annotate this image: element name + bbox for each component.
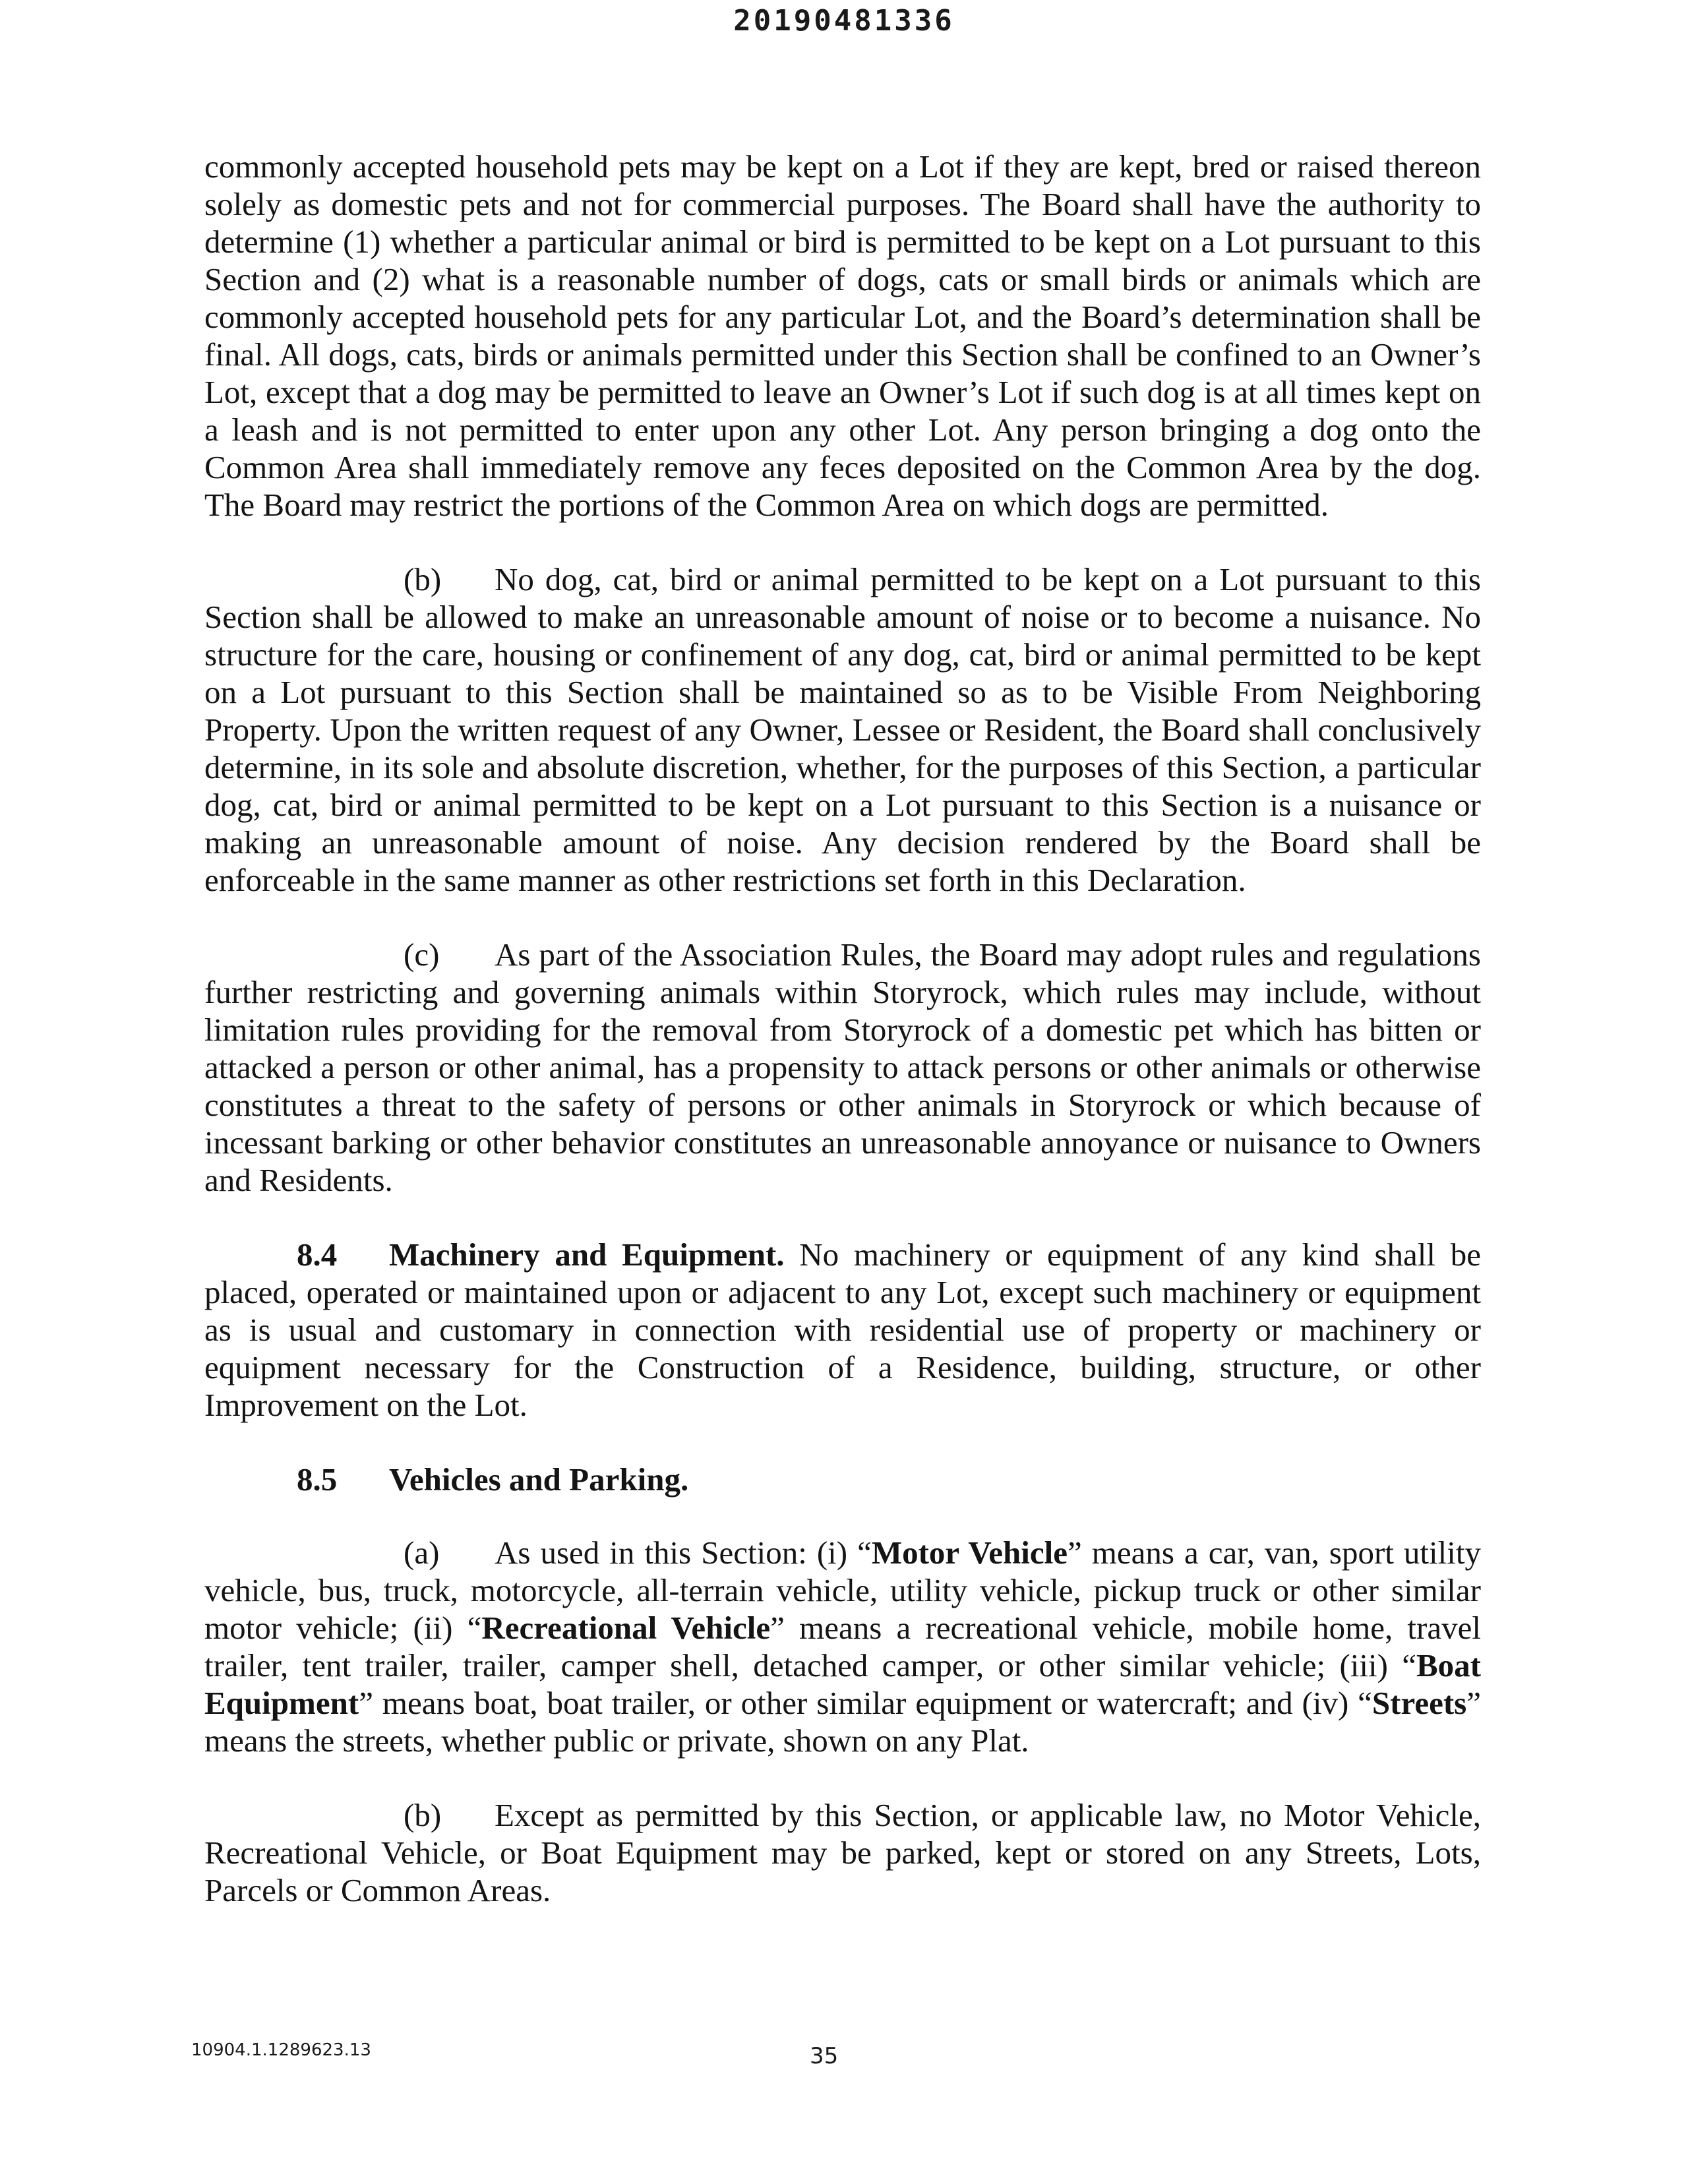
document-body xyxy=(204,148,1481,1909)
term-boat-equipment: Boat Equipment xyxy=(204,1647,1481,1721)
section-8-5-b-label: (b) xyxy=(404,1797,442,1833)
section-8-5-title: Vehicles and Parking. xyxy=(389,1461,689,1498)
pets-paragraph: commonly accepted household pets may be kept on a Lot if they are kept, bred or raised thereon solely as domestic pets and not for commercial purposes. The Board shall have the authority to determine (1) whether a particular animal or bird is permitted to be kept on a Lot pursuant to this Section and (2) what is a reasonable number of dogs, cats or small birds or animals which are commonly accepted household pets for any particular Lot, and the Board’s determination shall be final. All dogs, cats, birds or animals permitted under this Section shall be confined to an Owner’s Lot, except that a dog may be permitted to leave an Owner’s Lot if such dog is at all times kept on a leash and is not permitted to enter upon any other Lot. Any person bringing a dog onto the Common Area shall immediately remove any feces deposited on the Common Area by the dog. The Board may restrict the portions of the Common Area on which dogs are permitted. xyxy=(204,148,1481,523)
footer-document-id: 10904.1.1289623.13 xyxy=(191,2040,371,2060)
section-8-4-number: 8.4 xyxy=(297,1236,338,1273)
section-8-4-title: Machinery and Equipment. xyxy=(389,1236,785,1273)
section-8-5-heading xyxy=(204,1461,1481,1498)
section-8-5-a-paragraph xyxy=(204,1534,1481,1759)
subsection-c-label: (c) xyxy=(404,936,440,973)
subsection-b-text: No dog, cat, bird or animal permitted to be kept on a Lot pursuant to this Section shall be allowed to make an unreasonable amount of noise or to become a nuisance. No structure for the care, housing or confinement of any dog, cat, bird or animal permitted to be kept on a Lot pursuant to this Section shall be maintained so as to be Visible From Neighboring Property. Upon the written request of any Owner, Lessee or Resident, the Board shall conclusively determine, in its sole and absolute discretion, whether, for the purposes of this Section, a particular dog, cat, bird or animal permitted to be kept on a Lot pursuant to this Section is a nuisance or making an unreasonable amount of noise. Any decision rendered by the Board shall be enforceable in the same manner as other restrictions set forth in this Declaration. xyxy=(204,561,1481,898)
section-8-5-b-paragraph xyxy=(204,1796,1481,1909)
definitions-text-4: ” means boat, boat trailer, or other similar equipment or watercraft; and (iv) “ xyxy=(359,1685,1372,1721)
definitions-text-2: ” means a car, van, sport utility vehicle, bus, truck, motorcycle, all-terrain vehicle, utility vehicle, pickup truck or other similar motor vehicle; (ii) “ xyxy=(204,1534,1481,1646)
subsection-b-label: (b) xyxy=(404,561,442,597)
page-number: 35 xyxy=(810,2043,839,2069)
subsection-b-paragraph xyxy=(204,561,1481,899)
subsection-c-paragraph xyxy=(204,936,1481,1199)
section-8-5-b-text: Except as permitted by this Section, or applicable law, no Motor Vehicle, Recreational Vehicle, or Boat Equipment may be parked, kept or stored on any Streets, Lots, Parcels or Common Areas. xyxy=(204,1797,1481,1908)
subsection-c-text: As part of the Association Rules, the Board may adopt rules and regulations further restricting and governing animals within Storyrock, which rules may include, without limitation rules providing for the removal from Storyrock of a domestic pet which has bitten or attacked a person or other animal, has a propensity to attack persons or other animals or otherwise constitutes a threat to the safety of persons or other animals in Storyrock or which because of incessant barking or other behavior constitutes an unreasonable annoyance or nuisance to Owners and Residents. xyxy=(204,936,1481,1198)
term-motor-vehicle: Motor Vehicle xyxy=(871,1534,1068,1571)
recording-number: 20190481336 xyxy=(733,4,955,38)
section-8-5-number: 8.5 xyxy=(297,1461,338,1498)
term-streets: Streets xyxy=(1372,1685,1467,1721)
term-recreational-vehicle: Recreational Vehicle xyxy=(481,1610,771,1646)
section-8-4-paragraph xyxy=(204,1236,1481,1424)
definitions-text-3: ” means a recreational vehicle, mobile home, travel trailer, tent trailer, trailer, camper shell, detached camper, or other similar vehicle; (iii) “ xyxy=(204,1610,1481,1684)
definitions-text-5: ” means the streets, whether public or private, shown on any Plat. xyxy=(204,1685,1481,1759)
section-8-4-text: No machinery or equipment of any kind shall be placed, operated or maintained upon or adjacent to any Lot, except such machinery or equipment as is usual and customary in connection with residential use of property or machinery or equipment necessary for the Construction of a Residence, building, structure, or other Improvement on the Lot. xyxy=(204,1236,1481,1423)
definitions-text-1: As used in this Section: (i) “ xyxy=(495,1534,872,1571)
section-8-5-a-label: (a) xyxy=(404,1534,440,1571)
